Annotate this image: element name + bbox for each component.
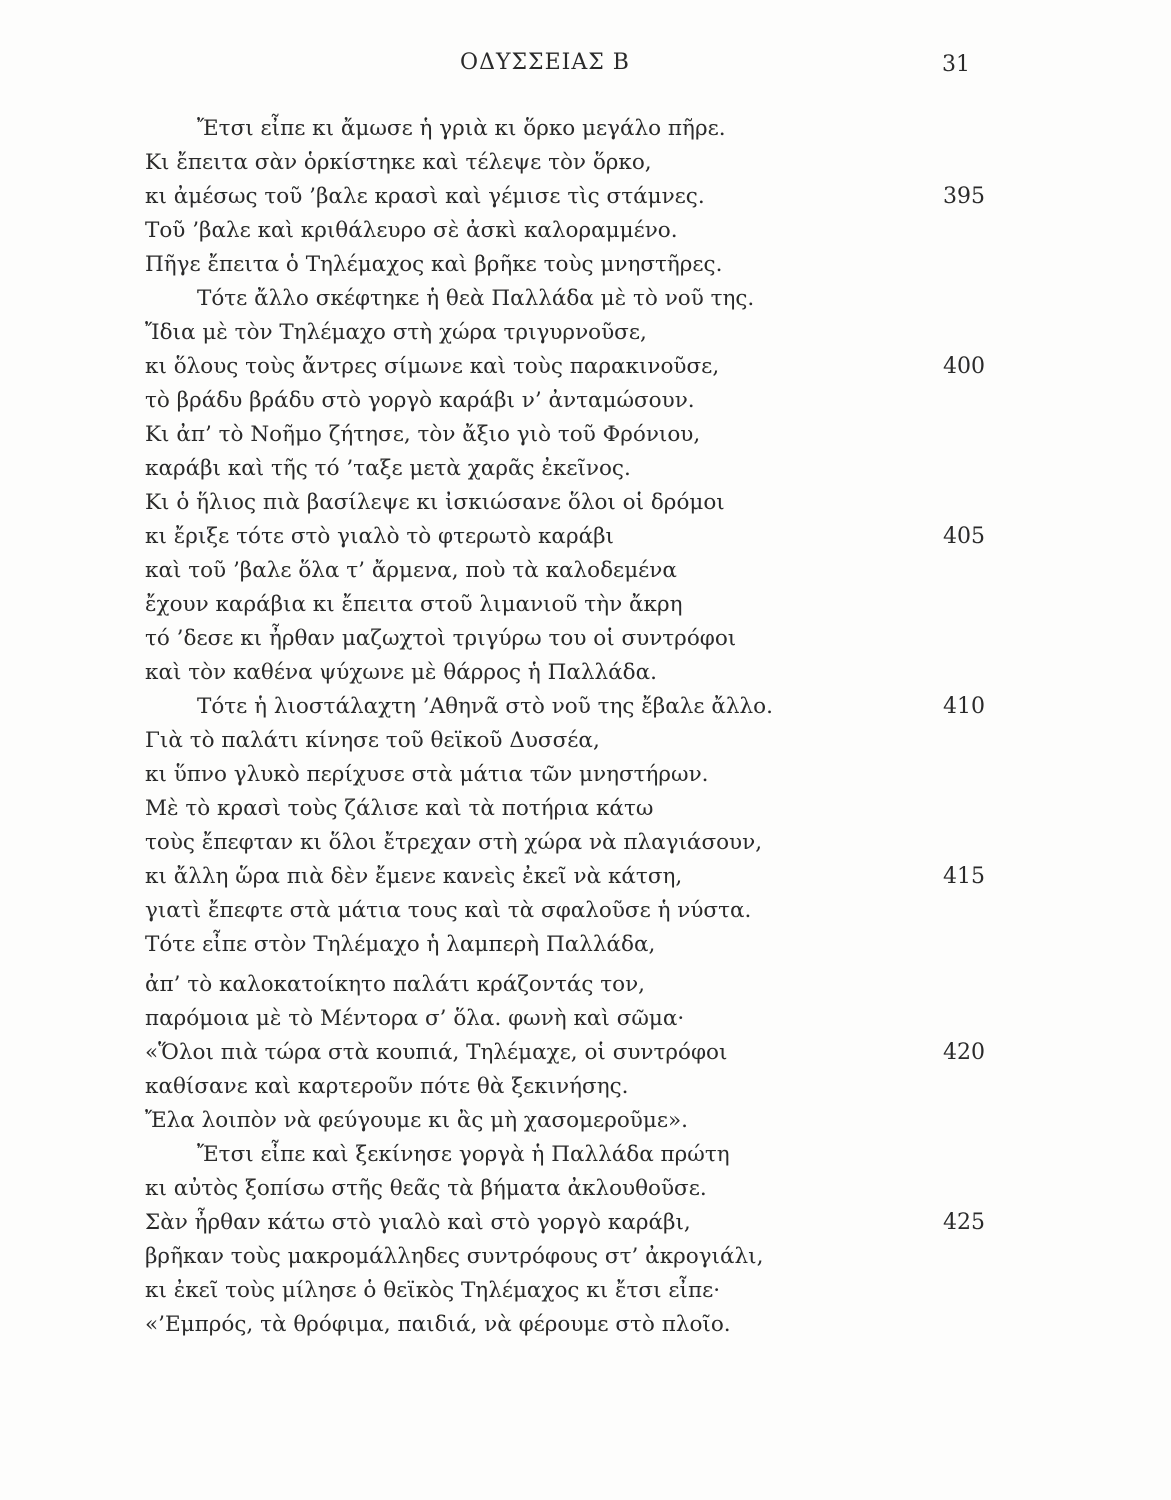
verse-line xyxy=(145,1104,985,1138)
verse-text: Ἔτσι εἶπε κι ἄμωσε ἡ γριὰ κι ὅρκο μεγάλο πῆρε. xyxy=(197,116,726,141)
verse-line xyxy=(145,826,985,860)
verse-text: κι αὐτὸς ξοπίσω στῆς θεᾶς τὰ βήματα ἀκλουθοῦσε. xyxy=(145,1176,707,1201)
verse-line xyxy=(145,554,985,588)
verse-text: γιατὶ ἔπεφτε στὰ μάτια τους καὶ τὰ σφαλοῦσε ἡ νύστα. xyxy=(145,898,752,923)
verse-text: κι ἀμέσως τοῦ ’βαλε κρασὶ καὶ γέμισε τὶς στάμνες. xyxy=(145,184,705,209)
verse-line xyxy=(145,1036,985,1070)
verse-number: 415 xyxy=(943,864,985,889)
verse-text: κι ἄλλη ὥρα πιὰ δὲν ἔμενε κανεὶς ἐκεῖ νὰ κάτση, xyxy=(145,864,683,889)
verse-number: 395 xyxy=(943,184,985,209)
verse-line xyxy=(145,792,985,826)
verse-text: ἀπ’ τὸ καλοκατοίκητο παλάτι κράζοντάς τον, xyxy=(145,972,645,997)
verse-line xyxy=(145,1172,985,1206)
verse-text: Κι ἀπ’ τὸ Νοῆμο ζήτησε, τὸν ἄξιο γιὸ τοῦ Φρόνιου, xyxy=(145,422,701,447)
verse-text: καράβι καὶ τῆς τό ’ταξε μετὰ χαρᾶς ἐκεῖνος. xyxy=(145,456,631,481)
verse-text: βρῆκαν τοὺς μακρομάλληδες συντρόφους στ’ ἀκρογιάλι, xyxy=(145,1244,764,1269)
verse-line xyxy=(145,758,985,792)
verse-text: Τοῦ ’βαλε καὶ κριθάλευρο σὲ ἀσκὶ καλοραμμένο. xyxy=(145,218,678,243)
verse-line xyxy=(145,1240,985,1274)
verse-text: Πῆγε ἔπειτα ὁ Τηλέμαχος καὶ βρῆκε τοὺς μνηστῆρες. xyxy=(145,252,723,277)
verse-text: Ἴδια μὲ τὸν Τηλέμαχο στὴ χώρα τριγυρνοῦσε, xyxy=(145,320,647,345)
verse-text: «’Εμπρός, τὰ θρόφιμα, παιδιά, νὰ φέρουμε στὸ πλοῖο. xyxy=(145,1312,731,1337)
verse-text: τοὺς ἔπεφταν κι ὅλοι ἔτρεχαν στὴ χώρα νὰ πλαγιάσουν, xyxy=(145,830,763,855)
verse-line xyxy=(145,622,985,656)
verse-line xyxy=(145,894,985,928)
verse-line xyxy=(145,282,985,316)
verse-text: Τότε ἡ λιοστάλαχτη ’Αθηνᾶ στὸ νοῦ της ἔβαλε ἄλλο. xyxy=(197,694,773,719)
verse-line xyxy=(145,588,985,622)
verse-text: Σὰν ἦρθαν κάτω στὸ γιαλὸ καὶ στὸ γοργὸ καράβι, xyxy=(145,1210,691,1235)
verse-line xyxy=(145,690,985,724)
verse-line xyxy=(145,248,985,282)
verse-text: καὶ τὸν καθένα ψύχωνε μὲ θάρρος ἡ Παλλάδα. xyxy=(145,660,657,685)
verse-text: Μὲ τὸ κρασὶ τοὺς ζάλισε καὶ τὰ ποτήρια κάτω xyxy=(145,796,654,821)
verse-text: κι ἔριξε τότε στὸ γιαλὸ τὸ φτερωτὸ καράβι xyxy=(145,524,614,549)
verse-line xyxy=(145,418,985,452)
verse-line xyxy=(145,1002,985,1036)
verse-line xyxy=(145,860,985,894)
verse-text: Ἔτσι εἶπε καὶ ξεκίνησε γοργὰ ἡ Παλλάδα πρώτη xyxy=(197,1142,730,1167)
verse-number: 410 xyxy=(943,694,985,719)
verse-line xyxy=(145,316,985,350)
verse-text: Γιὰ τὸ παλάτι κίνησε τοῦ θεϊκοῦ Δυσσέα, xyxy=(145,728,600,753)
page-number: 31 xyxy=(942,52,970,77)
verse-line xyxy=(145,486,985,520)
verse-line xyxy=(145,452,985,486)
running-title: ΟΔΥΣΣΕΙΑΣ Β xyxy=(460,50,630,75)
verse-number: 400 xyxy=(943,354,985,379)
verse-text: κι ὅλους τοὺς ἄντρες σίμωνε καὶ τοὺς παρακινοῦσε, xyxy=(145,354,720,379)
verse-text: Κι ἔπειτα σὰν ὁρκίστηκε καὶ τέλεψε τὸν ὅρκο, xyxy=(145,150,652,175)
verse-text: Τότε εἶπε στὸν Τηλέμαχο ἡ λαμπερὴ Παλλάδα, xyxy=(145,932,656,957)
verse-number: 420 xyxy=(943,1040,985,1065)
verse-text: τὸ βράδυ βράδυ στὸ γοργὸ καράβι ν’ ἀνταμώσουν. xyxy=(145,388,695,413)
verse-text: Τότε ἄλλο σκέφτηκε ἡ θεὰ Παλλάδα μὲ τὸ νοῦ της. xyxy=(197,286,755,311)
verse-text: Κι ὁ ἥλιος πιὰ βασίλεψε κι ἰσκιώσανε ὅλοι οἱ δρόμοι xyxy=(145,490,725,515)
verse-text: «Ὅλοι πιὰ τώρα στὰ κουπιά, Τηλέμαχε, οἱ συντρόφοι xyxy=(145,1040,728,1065)
verse-text: καθίσανε καὶ καρτεροῦν πότε θὰ ξεκινήσης. xyxy=(145,1074,629,1099)
verse-line xyxy=(145,384,985,418)
verse-line xyxy=(145,180,985,214)
verse-text: ἔχουν καράβια κι ἔπειτα στοῦ λιμανιοῦ τὴν ἄκρη xyxy=(145,592,683,617)
verse-line xyxy=(145,214,985,248)
verse-text: παρόμοια μὲ τὸ Μέντορα σ’ ὅλα. φωνὴ καὶ σῶμα· xyxy=(145,1006,685,1031)
verse-line xyxy=(145,656,985,690)
verse-line xyxy=(145,1138,985,1172)
verse-text: τό ’δεσε κι ἦρθαν μαζωχτοὶ τριγύρω του οἱ συντρόφοι xyxy=(145,626,737,651)
verse-line xyxy=(145,146,985,180)
verse-line xyxy=(145,1206,985,1240)
verse-text: κι ὕπνο γλυκὸ περίχυσε στὰ μάτια τῶν μνηστήρων. xyxy=(145,762,709,787)
verse-text: κι ἐκεῖ τοὺς μίλησε ὁ θεϊκὸς Τηλέμαχος κι ἔτσι εἶπε· xyxy=(145,1278,721,1303)
verse-line xyxy=(145,112,985,146)
verse-line xyxy=(145,968,985,1002)
verse-text: καὶ τοῦ ’βαλε ὅλα τ’ ἄρμενα, ποὺ τὰ καλοδεμένα xyxy=(145,558,677,583)
verse-line xyxy=(145,1274,985,1308)
verse-number: 405 xyxy=(943,524,985,549)
verse-line xyxy=(145,1308,985,1342)
verse-block xyxy=(145,112,985,1342)
verse-line xyxy=(145,724,985,758)
verse-number: 425 xyxy=(943,1210,985,1235)
verse-line xyxy=(145,928,985,962)
verse-line xyxy=(145,350,985,384)
verse-line xyxy=(145,1070,985,1104)
verse-line xyxy=(145,520,985,554)
verse-text: Ἔλα λοιπὸν νὰ φεύγουμε κι ἂς μὴ χασομεροῦμε». xyxy=(145,1108,688,1133)
